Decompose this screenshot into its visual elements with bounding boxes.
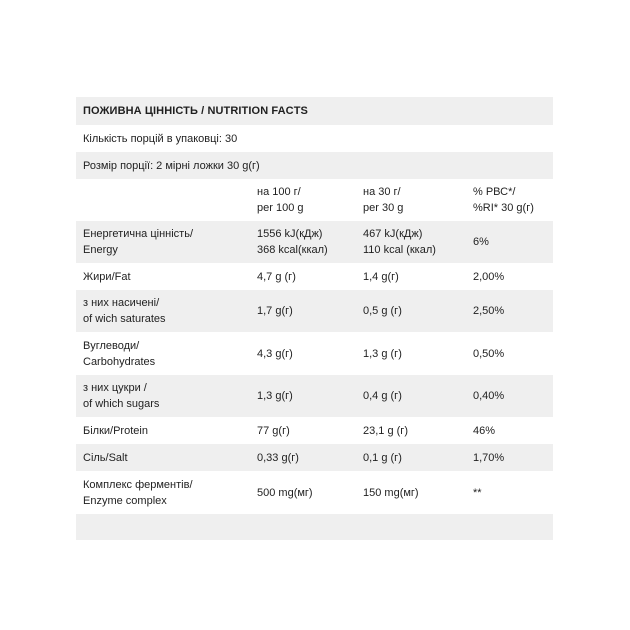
value-per-30g: 1,3 g (г) [363, 347, 402, 360]
value-ri: 2,50% [466, 290, 553, 332]
header-per-100g-line1: на 100 г/ [257, 186, 301, 198]
column-header-row [76, 179, 553, 221]
servings-per-pack: Кількість порцій в упаковці: 30 [83, 132, 238, 145]
value-per-30g: 23,1 g (г) [363, 424, 408, 437]
nutrient-name [76, 471, 250, 514]
nutrient-name-line2: of wich saturates [83, 313, 166, 325]
table-row-sugars [76, 375, 553, 417]
table-row-saturates [76, 290, 553, 332]
nutrient-name-line2: Energy [83, 244, 118, 256]
value-per-30g [356, 221, 466, 263]
header-nutrient-cell [76, 179, 250, 221]
header-per-30g-line1: на 30 г/ [363, 186, 401, 198]
nutrient-name-line1: Енергетична цінність/ [83, 228, 193, 240]
nutrient-name [76, 290, 250, 332]
table-row-fat [76, 263, 553, 290]
nutrient-name [76, 332, 250, 375]
nutrient-name-line1: з них цукри / [83, 382, 147, 394]
header-per-30g-line2: per 30 g [363, 202, 404, 214]
nutrient-name-line2: Carbohydrates [83, 355, 156, 368]
table-row-salt [76, 444, 553, 471]
nutrient-name-line2: Enzyme complex [83, 494, 167, 507]
table-footer-blank-row [76, 514, 553, 540]
table-row-carbohydrates [76, 332, 553, 375]
value-ri: ** [473, 486, 482, 499]
serving-size-row [76, 152, 553, 179]
value-per-30g: 150 mg(мг) [363, 486, 419, 499]
nutrient-name-line1: Вуглеводи/ [83, 339, 140, 352]
nutrient-name-line1: з них насичені/ [83, 297, 160, 309]
nutrition-facts-table [76, 97, 553, 540]
value-ri: 0,50% [473, 347, 505, 360]
value-ri: 0,40% [466, 375, 553, 417]
servings-row [76, 125, 553, 152]
nutrient-name-line1: Комплекс ферментів/ [83, 478, 193, 491]
table-title-row [76, 97, 553, 125]
header-ri-line1: % РВС*/ [473, 186, 516, 198]
value-per-100g: 77 g(г) [257, 424, 290, 437]
header-ri-line2: %RI* 30 g(г) [473, 202, 534, 214]
value-per-30g: 0,5 g (г) [356, 290, 466, 332]
table-title: ПОЖИВНА ЦІННІСТЬ / NUTRITION FACTS [76, 97, 553, 125]
header-per-30g [356, 179, 466, 221]
value-per-100g: 4,3 g(г) [257, 347, 293, 360]
header-ri [466, 179, 553, 221]
table-row-energy [76, 221, 553, 263]
value-ri: 1,70% [466, 444, 553, 471]
nutrient-name-line2: of which sugars [83, 398, 160, 410]
nutrient-name: Сіль/Salt [76, 444, 250, 471]
table-row-enzyme-complex [76, 471, 553, 514]
nutrient-name: Білки/Protein [83, 424, 148, 437]
value-per-100g-line1: 1556 kJ(кДж) [257, 228, 323, 240]
value-per-100g: 1,3 g(г) [250, 375, 356, 417]
value-per-30g: 0,1 g (г) [356, 444, 466, 471]
value-ri: 2,00% [473, 270, 505, 283]
value-per-30g-line1: 467 kJ(кДж) [363, 228, 423, 240]
nutrient-name [76, 221, 250, 263]
header-per-100g [250, 179, 356, 221]
serving-size: Розмір порції: 2 мірні ложки 30 g(г) [76, 152, 553, 179]
value-per-30g: 1,4 g(г) [363, 270, 399, 283]
value-per-100g: 0,33 g(г) [250, 444, 356, 471]
header-per-100g-line2: per 100 g [257, 202, 304, 214]
value-per-100g [250, 221, 356, 263]
value-ri: 6% [466, 221, 553, 263]
value-per-30g-line2: 110 kcal (ккал) [363, 244, 436, 256]
value-per-30g: 0,4 g (г) [356, 375, 466, 417]
value-per-100g: 1,7 g(г) [250, 290, 356, 332]
value-per-100g: 500 mg(мг) [257, 486, 313, 499]
footer-blank-cell [76, 514, 553, 540]
nutrient-name: Жири/Fat [83, 270, 131, 283]
value-per-100g: 4,7 g (г) [257, 270, 296, 283]
nutrient-name [76, 375, 250, 417]
table-row-protein [76, 417, 553, 444]
value-per-100g-line2: 368 kcal(ккал) [257, 244, 328, 256]
value-ri: 46% [473, 424, 496, 437]
